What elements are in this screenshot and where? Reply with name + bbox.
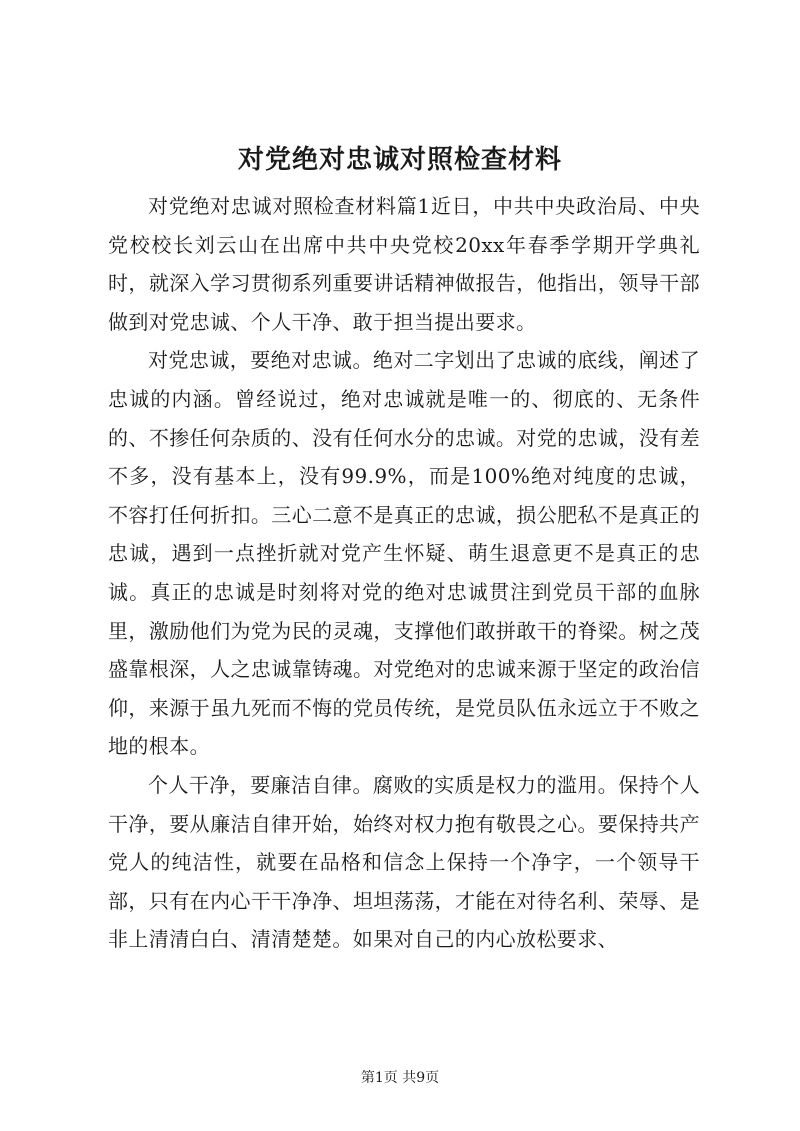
page-number-footer: 第1页 共9页 xyxy=(360,1070,440,1086)
paragraph-intro: 对党绝对忠诚对照检查材料篇1近日，中共中央政治局、中央党校校长刘云山在出席中共中央党校20xx年春季学期开学典礼时，就深入学习贯彻系列重要讲话精神做报告，他指出，领导干部做到对党忠诚、个人干净、敢于担当提出要求。 xyxy=(108,194,700,334)
document-title: 对党绝对忠诚对照检查材料 xyxy=(237,145,562,175)
paragraph-loyalty: 对党忠诚，要绝对忠诚。绝对二字划出了忠诚的底线，阐述了忠诚的内涵。曾经说过，绝对忠诚就是唯一的、彻底的、无条件的、不掺任何杂质的、没有任何水分的忠诚。对党的忠诚，没有差不多，没有基本上，没有99.9%，而是100%绝对纯度的忠诚，不容打任何折扣。三心二意不是真正的忠诚，损公肥私不是真正的忠诚，遇到一点挫折就对党产生怀疑、萌生退意更不是真正的忠诚。真正的忠诚是时刻将对党的绝对忠诚贯注到党员干部的血脉里，激励他们为党为民的灵魂，支撑他们敢拼敢干的脊梁。树之茂盛靠根深，人之忠诚靠铸魂。对党绝对的忠诚来源于坚定的政治信仰，来源于虽九死而不悔的党员传统，是党员队伍永远立于不败之地的根本。 xyxy=(108,348,700,759)
document-body xyxy=(108,187,700,959)
paragraph-integrity: 个人干净，要廉洁自律。腐败的实质是权力的滥用。保持个人干净，要从廉洁自律开始，始终对权力抱有敬畏之心。要保持共产党人的纯洁性，就要在品格和信念上保持一个净字，一个领导干部，只有在内心干干净净、坦坦荡荡，才能在对待名利、荣辱、是非上清清白白、清清楚楚。如果对自己的内心放松要求、 xyxy=(108,772,700,952)
